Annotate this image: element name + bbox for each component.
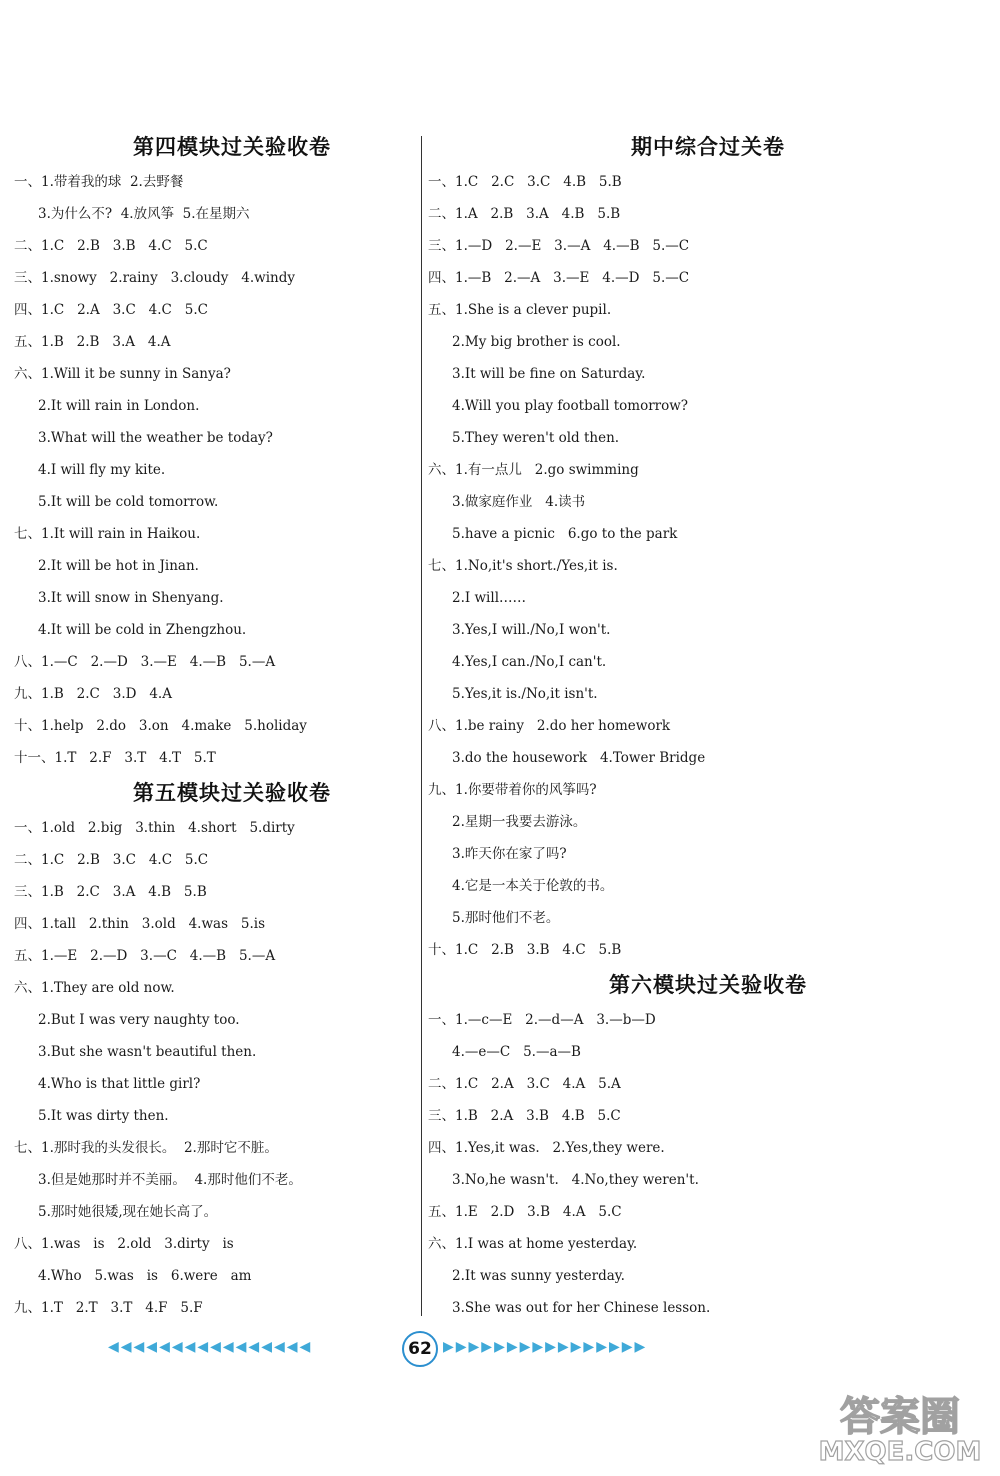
answer-line: 3.Yes,I will./No,I won't. [452, 622, 611, 638]
answer-line: 九、1.你要带着你的风筝吗? [428, 782, 597, 798]
answer-line: 十、1.C 2.B 3.B 4.C 5.B [428, 942, 622, 958]
answer-line: 3.But she wasn't beautiful then. [38, 1044, 257, 1060]
answer-line: 五、1.E 2.D 3.B 4.A 5.C [428, 1204, 622, 1220]
answer-line: 一、1.—c—E 2.—d—A 3.—b—D [428, 1012, 656, 1028]
page-footer [100, 1331, 740, 1365]
page-number: 62 [402, 1331, 438, 1367]
left-column [14, 128, 410, 1324]
left-arrow-decoration: ◀◀◀◀◀◀◀◀◀◀◀◀◀◀◀◀ [108, 1339, 313, 1355]
svg-text:答案圈: 答案圈 [840, 1394, 960, 1440]
answer-line: 六、1.They are old now. [14, 980, 175, 996]
answer-line: 四、1.—B 2.—A 3.—E 4.—D 5.—C [428, 270, 690, 286]
answer-line: 四、1.C 2.A 3.C 4.C 5.C [14, 302, 208, 318]
right-arrow-decoration: ▶▶▶▶▶▶▶▶▶▶▶▶▶▶▶▶ [443, 1339, 648, 1355]
column-divider [421, 136, 422, 1316]
answer-line: 2.My big brother is cool. [452, 334, 621, 350]
answer-line: 2.It will rain in London. [38, 398, 200, 414]
answer-line: 七、1.No,it's short./Yes,it is. [428, 558, 618, 574]
answer-line: 十、1.help 2.do 3.on 4.make 5.holiday [14, 718, 307, 734]
answer-line: 4.Who is that little girl? [38, 1076, 201, 1092]
answer-line: 三、1.snowy 2.rainy 3.cloudy 4.windy [14, 270, 296, 286]
answer-line: 3.do the housework 4.Tower Bridge [452, 750, 706, 766]
answer-line: 5.那时他们不老。 [452, 910, 560, 926]
answer-line: 十一、1.T 2.F 3.T 4.T 5.T [14, 750, 216, 766]
answer-line: 二、1.A 2.B 3.A 4.B 5.B [428, 206, 621, 222]
answer-line: 一、1.C 2.C 3.C 4.B 5.B [428, 174, 622, 190]
section-title: 第五模块过关验收卷 [133, 781, 331, 805]
answer-line: 5.have a picnic 6.go to the park [452, 526, 678, 542]
answer-line: 2.But I was very naughty too. [38, 1012, 240, 1028]
answer-line: 三、1.B 2.A 3.B 4.B 5.C [428, 1108, 621, 1124]
section-title: 第四模块过关验收卷 [133, 135, 331, 159]
answer-line: 5.那时她很矮,现在她长高了。 [38, 1204, 218, 1220]
answer-line: 3.It will be fine on Saturday. [452, 366, 646, 382]
answer-line: 4.It will be cold in Zhengzhou. [38, 622, 247, 638]
answer-line: 3.昨天你在家了吗? [452, 846, 567, 862]
right-column [428, 128, 988, 1324]
answer-line: 3.但是她那时并不美丽。 4.那时他们不老。 [38, 1172, 302, 1188]
section-title: 第六模块过关验收卷 [609, 973, 807, 997]
answer-line: 三、1.—D 2.—E 3.—A 4.—B 5.—C [428, 238, 690, 254]
answer-line: 一、1.带着我的球 2.去野餐 [14, 174, 184, 190]
answer-line: 五、1.—E 2.—D 3.—C 4.—B 5.—A [14, 948, 276, 964]
answer-line: 八、1.—C 2.—D 3.—E 4.—B 5.—A [14, 654, 276, 670]
answer-line: 5.It was dirty then. [38, 1108, 169, 1124]
answer-line: 2.I will…… [452, 590, 527, 606]
answer-line: 七、1.那时我的头发很长。 2.那时它不脏。 [14, 1140, 278, 1156]
answer-line: 3.It will snow in Shenyang. [38, 590, 224, 606]
answer-line: 2.It was sunny yesterday. [452, 1268, 625, 1284]
watermark-logo [810, 1388, 990, 1468]
svg-text:MXQE.COM: MXQE.COM [818, 1437, 982, 1467]
answer-line: 四、1.tall 2.thin 3.old 4.was 5.is [14, 916, 266, 932]
answer-line: 3.为什么不? 4.放风筝 5.在星期六 [38, 206, 250, 222]
answer-line: 4.—e—C 5.—a—B [452, 1044, 581, 1060]
answer-line: 4.它是一本关于伦敦的书。 [452, 878, 614, 894]
answer-line: 七、1.It will rain in Haikou. [14, 526, 201, 542]
answer-line: 5.It will be cold tomorrow. [38, 494, 219, 510]
answer-line: 4.I will fly my kite. [38, 462, 166, 478]
answer-line: 5.They weren't old then. [452, 430, 620, 446]
answer-line: 4.Yes,I can./No,I can't. [452, 654, 607, 670]
answer-line: 2.星期一我要去游泳。 [452, 814, 587, 830]
answer-line: 一、1.old 2.big 3.thin 4.short 5.dirty [14, 820, 295, 836]
answer-line: 二、1.C 2.A 3.C 4.A 5.A [428, 1076, 621, 1092]
answer-line: 2.It will be hot in Jinan. [38, 558, 199, 574]
answer-line: 八、1.was is 2.old 3.dirty is [14, 1236, 234, 1252]
answer-line: 五、1.She is a clever pupil. [428, 302, 612, 318]
answer-line: 3.What will the weather be today? [38, 430, 273, 446]
answer-line: 九、1.B 2.C 3.D 4.A [14, 686, 172, 702]
answer-line: 六、1.有一点儿 2.go swimming [428, 462, 639, 478]
section-title: 期中综合过关卷 [631, 135, 785, 159]
answer-line: 3.She was out for her Chinese lesson. [452, 1300, 711, 1316]
answer-line: 4.Will you play football tomorrow? [452, 398, 689, 414]
answer-line: 3.No,he wasn't. 4.No,they weren't. [452, 1172, 699, 1188]
answer-line: 3.做家庭作业 4.读书 [452, 494, 586, 510]
answer-line: 三、1.B 2.C 3.A 4.B 5.B [14, 884, 207, 900]
answer-line: 5.Yes,it is./No,it isn't. [452, 686, 598, 702]
answer-line: 二、1.C 2.B 3.C 4.C 5.C [14, 852, 209, 868]
answer-line: 二、1.C 2.B 3.B 4.C 5.C [14, 238, 208, 254]
answer-line: 4.Who 5.was is 6.were am [38, 1268, 252, 1284]
answer-line: 四、1.Yes,it was. 2.Yes,they were. [428, 1140, 665, 1156]
answer-line: 八、1.be rainy 2.do her homework [428, 718, 671, 734]
answer-line: 九、1.T 2.T 3.T 4.F 5.F [14, 1300, 203, 1316]
answer-line: 五、1.B 2.B 3.A 4.A [14, 334, 171, 350]
answer-line: 六、1.I was at home yesterday. [428, 1236, 638, 1252]
answer-line: 六、1.Will it be sunny in Sanya? [14, 366, 231, 382]
